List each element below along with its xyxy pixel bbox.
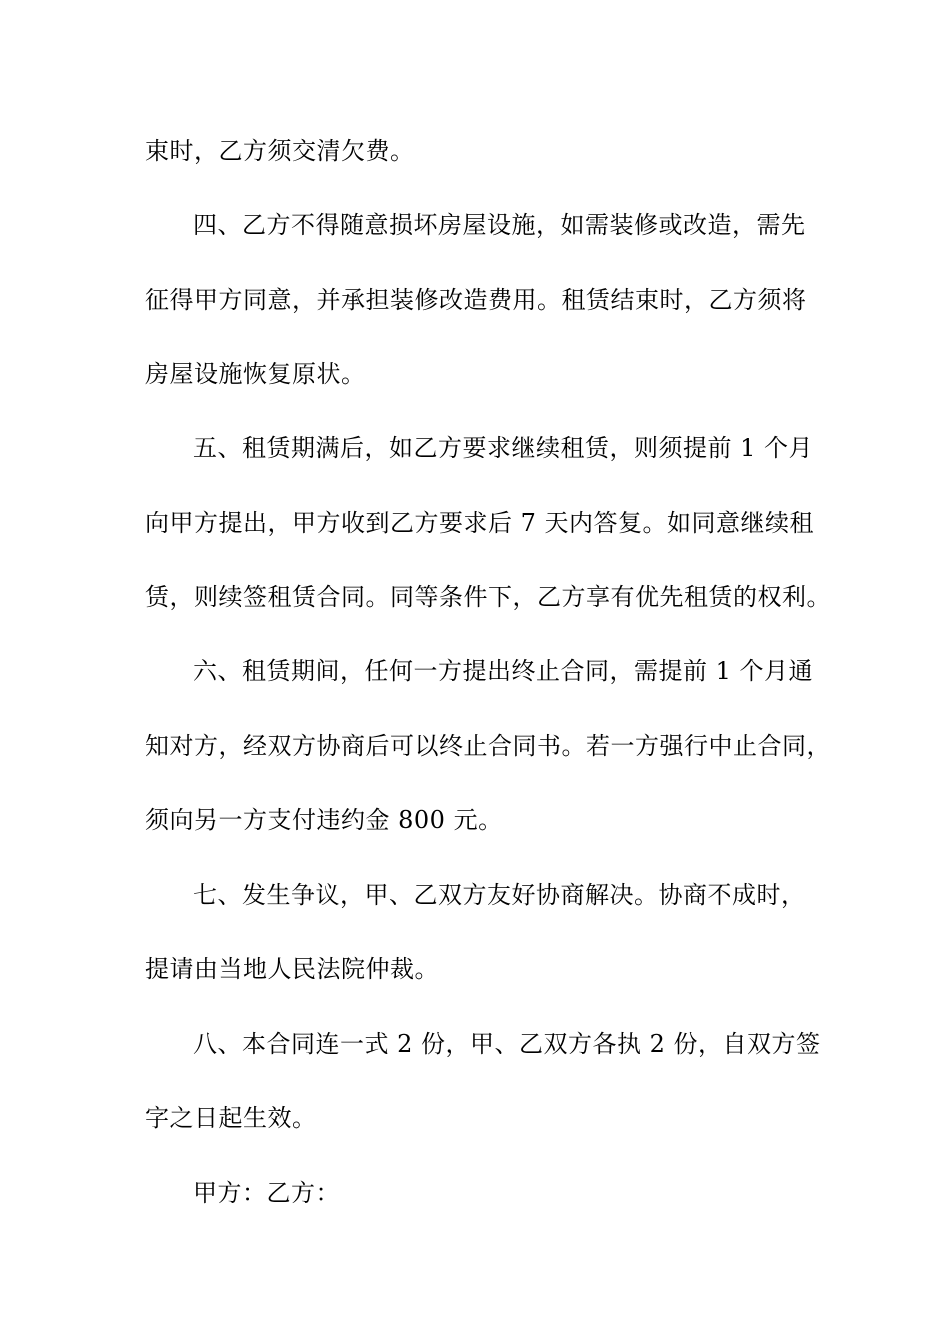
text-line: 束时，乙方须交清欠费。 [145, 137, 415, 165]
clause-five-line: 五、租赁期满后，如乙方要求继续租赁，则须提前 1 个月 [193, 434, 814, 462]
clause-seven-line: 七、发生争议，甲、乙双方友好协商解决。协商不成时， [193, 881, 806, 909]
text-line: 须向另一方支付违约金 800 元。 [145, 806, 503, 834]
text-line: 征得甲方同意，并承担装修改造费用。租赁结束时，乙方须将 [145, 286, 807, 314]
text-line: 房屋设施恢复原状。 [145, 360, 366, 388]
text-line: 知对方，经双方协商后可以终止合同书。若一方强行中止合同， [145, 732, 831, 760]
text-line: 赁，则续签租赁合同。同等条件下，乙方享有优先租赁的权利。 [145, 583, 831, 611]
text-line: 向甲方提出，甲方收到乙方要求后 7 天内答复。如同意继续租 [145, 509, 815, 537]
text-line: 提请由当地人民法院仲裁。 [145, 955, 439, 983]
clause-six-line: 六、租赁期间，任何一方提出终止合同，需提前 1 个月通 [193, 657, 814, 685]
signature-line: 甲方：乙方： [193, 1179, 340, 1207]
clause-four-line: 四、乙方不得随意损坏房屋设施，如需装修或改造，需先 [193, 211, 806, 239]
clause-eight-line: 八、本合同连一式 2 份，甲、乙双方各执 2 份，自双方签 [193, 1030, 821, 1058]
text-line: 字之日起生效。 [145, 1104, 317, 1132]
